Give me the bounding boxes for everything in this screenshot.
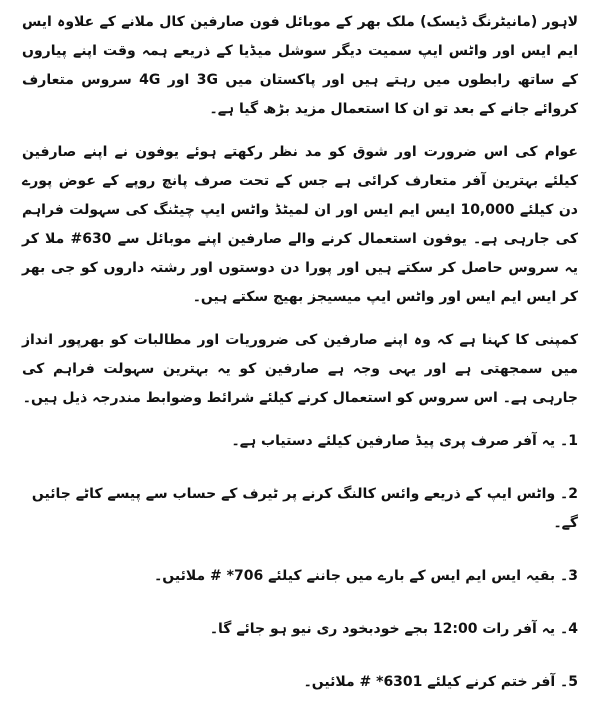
news-article	[22, 8, 578, 721]
condition-item-5: 5۔ آفر ختم کرنے کیلئے 6301* # ملائیں۔	[303, 674, 578, 690]
article-paragraph-intro: لاہور (مانیٹرنگ ڈیسک) ملک بھر کے موبائل فون صارفین کال ملانے کے علاوہ ایس ایم ایس اور واٹس ایپ سمیت دیگر سوشل میڈیا کے ذریعے ہمہ وقت اپنے پیاروں کے ساتھ رابطوں میں رہتے ہیں اور پاکستان میں 3G اور 4G سروس متعارف کروائے جانے کے بعد تو ان کا استعمال مزید بڑھ گیا ہے۔	[22, 14, 579, 117]
condition-item-3: 3۔ بقیہ ایس ایم ایس کے بارے میں جاننے کیلئے 706* # ملائیں۔	[154, 568, 578, 584]
article-paragraph-company: کمپنی کا کہنا ہے کہ وہ اپنے صارفین کی ضروریات اور مطالبات کو بھرپور انداز میں سمجھتی ہے اور یہی وجہ ہے صارفین کو یہ بہترین سہولت فراہم کی جارہی ہے۔ اس سروس کو استعمال کرنے کیلئے شرائط وضوابط مندرجہ ذیل ہیں۔	[22, 332, 578, 406]
condition-item-2: 2۔ واٹس ایپ کے ذریعے وائس کالنگ کرنے پر ٹیرف کے حساب سے پیسے کاٹے جائیں گے۔	[31, 486, 578, 531]
condition-item-1: 1۔ یہ آفر صرف پری پیڈ صارفین کیلئے دستیاب ہے۔	[231, 433, 578, 449]
condition-item-4: 4۔ یہ آفر رات 12:00 بجے خودبخود ری نیو ہو جائے گا۔	[209, 621, 578, 637]
article-paragraph-offer: عوام کی اس ضرورت اور شوق کو مد نظر رکھتے ہوئے یوفون نے اپنے صارفین کیلئے بہترین آفر متعارف کرائی ہے جس کے تحت صرف پانچ روپے کے عوض پورے دن کیلئے 10,000 ایس ایم ایس اور ان لمیٹڈ واٹس ایپ چیٹنگ کی سہولت فراہم کی جارہی ہے۔ یوفون استعمال کرنے والے صارفین اپنے موبائل سے 630# ملا کر یہ سروس حاصل کر سکتے ہیں اور پورا دن دوستوں اور رشتہ داروں کو جی بھر کر ایس ایم ایس اور واٹس ایپ میسیجز بھیج سکتے ہیں۔	[22, 144, 578, 305]
